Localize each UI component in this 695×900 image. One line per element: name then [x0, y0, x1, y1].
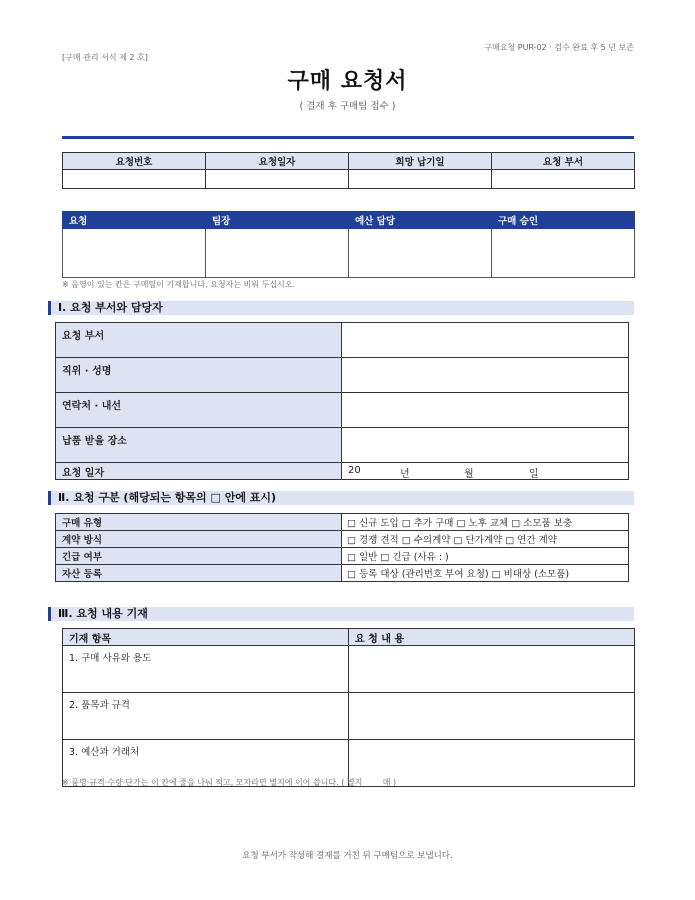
page-title: 구매 요청서	[287, 69, 408, 94]
signature-purchase[interactable]	[492, 229, 635, 278]
approval-header-request: 요청	[63, 212, 206, 229]
date-month-label: 월	[464, 469, 474, 480]
date-day-label: 일	[529, 469, 539, 480]
delivery-place-field[interactable]	[342, 428, 629, 463]
request-date-field[interactable]	[206, 170, 349, 189]
label-contact: 연락처 · 내선	[56, 393, 342, 428]
label-position-name: 직위 · 성명	[56, 358, 342, 393]
header-request-dept: 요청 부서	[492, 153, 635, 170]
section1-title: Ⅰ. 요청 부서와 담당자	[58, 301, 163, 314]
signature-team-lead[interactable]	[206, 229, 349, 278]
section1-marker	[48, 301, 51, 315]
approval-header-purchase: 구매 승인	[492, 212, 635, 229]
request-number-field[interactable]	[63, 170, 206, 189]
dept-field[interactable]	[342, 323, 629, 358]
purchase-type-options[interactable]: □ 신규 도입 □ 추가 구매 □ 노후 교체 □ 소모품 보충	[342, 514, 629, 531]
request-type-table	[55, 513, 629, 582]
page-subtitle: ( 결재 후 구매팀 접수 )	[299, 101, 396, 112]
section2-marker	[48, 491, 51, 505]
label-dept: 요청 부서	[56, 323, 342, 358]
approval-header-team-lead: 팀장	[206, 212, 349, 229]
requester-table	[55, 322, 629, 480]
approval-table	[62, 211, 635, 278]
position-name-field[interactable]	[342, 358, 629, 393]
spec-field[interactable]	[349, 693, 635, 740]
item-spec: 2. 품목과 규격	[63, 693, 349, 740]
request-date-input[interactable]	[342, 463, 629, 480]
contract-method-options[interactable]: □ 경쟁 견적 □ 수의계약 □ 단가계약 □ 연간 계약	[342, 531, 629, 548]
asset-registration-options[interactable]: □ 등록 대상 (관리번호 부여 요청) □ 비대상 (소모품)	[342, 565, 629, 582]
contact-field[interactable]	[342, 393, 629, 428]
approval-note: ※ 음영이 있는 칸은 구매팀이 기재합니다. 요청자는 비워 두십시오.	[62, 280, 296, 289]
content-note: ※ 품명·규격·수량·단가는 이 칸에 줄을 나눠 적고, 모자라면 별지에 이어 씁니다. ( 별지 매 )	[62, 778, 397, 787]
retention-note: 구매요청 PUR-02 · 검수 완료 후 5 년 보존	[484, 43, 634, 52]
footer-note: 요청 부서가 작성해 결재를 거친 뒤 구매팀으로 보냅니다.	[242, 851, 453, 861]
item-budget: 3. 예산과 거래처	[63, 740, 349, 787]
request-dept-field[interactable]	[492, 170, 635, 189]
label-urgency: 긴급 여부	[56, 548, 342, 565]
header-content: 요 청 내 용	[349, 629, 635, 646]
label-delivery-place: 납품 받을 장소	[56, 428, 342, 463]
section3-marker	[48, 607, 51, 621]
header-request-date: 요청일자	[206, 153, 349, 170]
signature-request[interactable]	[63, 229, 206, 278]
section3-title: Ⅲ. 요청 내용 기재	[58, 607, 148, 620]
date-year-label: 년	[400, 469, 410, 480]
approval-header-budget: 예산 담당	[349, 212, 492, 229]
urgency-options[interactable]: □ 일반 □ 긴급 (사유 : )	[342, 548, 629, 565]
label-contract-method: 계약 방식	[56, 531, 342, 548]
request-content-table	[62, 628, 635, 787]
label-asset-registration: 자산 등록	[56, 565, 342, 582]
form-code: [구매 관리 서식 제 2 호]	[62, 53, 148, 62]
info-table	[62, 152, 635, 189]
item-reason: 1. 구매 사유와 용도	[63, 646, 349, 693]
date-prefix: 20	[348, 465, 361, 476]
signature-budget[interactable]	[349, 229, 492, 278]
label-purchase-type: 구매 유형	[56, 514, 342, 531]
header-item: 기재 항목	[63, 629, 349, 646]
section2-title: Ⅱ. 요청 구분 (해당되는 항목의 □ 안에 표시)	[58, 491, 277, 504]
header-desired-delivery: 희망 납기일	[349, 153, 492, 170]
label-request-date: 요청 일자	[56, 463, 342, 480]
header-rule	[62, 136, 634, 139]
desired-delivery-field[interactable]	[349, 170, 492, 189]
header-request-number: 요청번호	[63, 153, 206, 170]
reason-field[interactable]	[349, 646, 635, 693]
